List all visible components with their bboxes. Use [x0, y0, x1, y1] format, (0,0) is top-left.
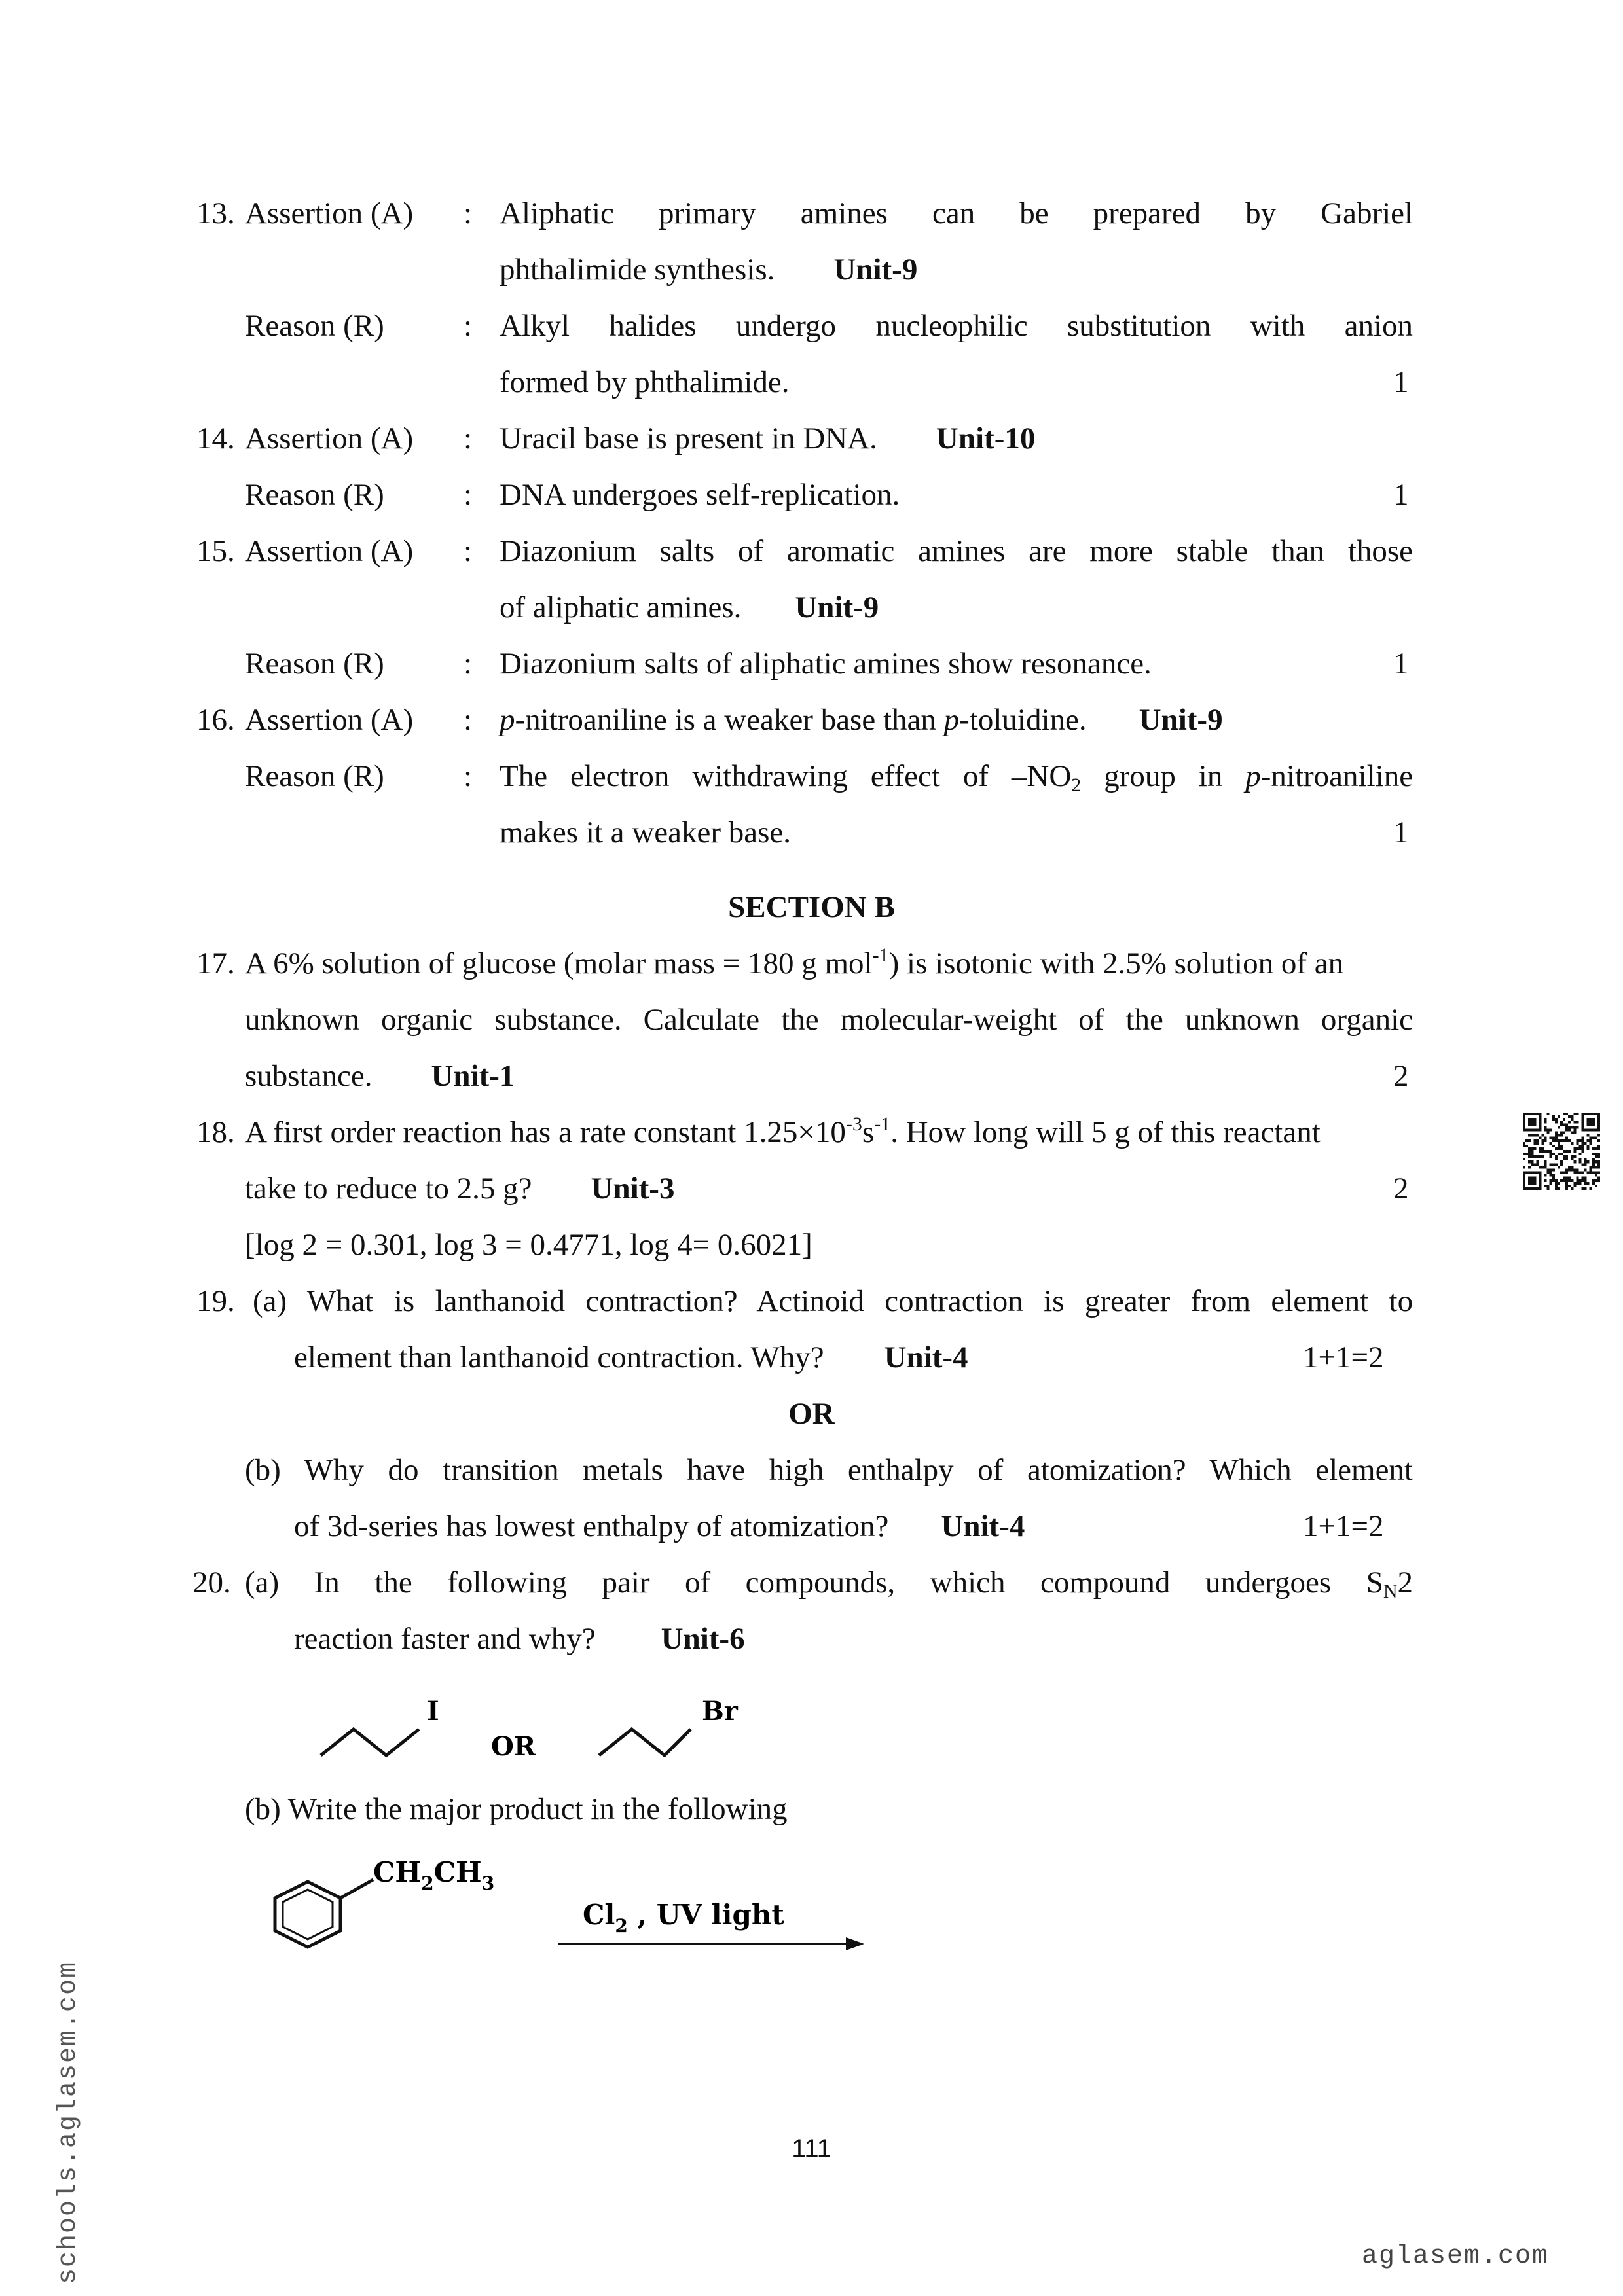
q15-reason-label: Reason (R) [245, 647, 384, 681]
q19a-word: is [393, 1284, 415, 1318]
q19b-word: metals [583, 1453, 663, 1487]
q19a-unit: Unit-4 [884, 1340, 968, 1374]
q19a-word: greater [1084, 1284, 1171, 1318]
q13-assertion-word: prepared [1093, 196, 1201, 230]
q19b-marks: 1+1=2 [1303, 1509, 1384, 1543]
q18-unit: Unit-3 [591, 1172, 675, 1206]
q18-log-values: [log 2 = 0.301, log 3 = 0.4771, log 4= 0.6021] [245, 1228, 812, 1262]
q19a-word: lanthanoid [435, 1284, 565, 1318]
q17-word: of [1078, 1003, 1104, 1037]
q13-reason-word: substitution [1067, 309, 1211, 343]
q17-word: organic [1321, 1003, 1413, 1037]
q17-line3: substance. Unit-1 [245, 1059, 515, 1093]
q14-reason-label: Reason (R) [245, 478, 384, 512]
q13-reason-word: anion [1344, 309, 1413, 343]
q20a-word: compounds, [745, 1566, 896, 1600]
section-b-heading: SECTION B [728, 890, 895, 924]
q13-assertion-word: primary [658, 196, 756, 230]
q15-assertion-word: of [738, 534, 764, 568]
q19a-line2: element than lanthanoid contraction. Why? Unit-4 [294, 1340, 968, 1374]
q19b-word: (b) [245, 1453, 281, 1487]
q19-or: OR [788, 1397, 835, 1431]
q15-assertion-word: salts [659, 534, 715, 568]
q20a-word: which [930, 1566, 1006, 1600]
q19b-word: high [769, 1453, 824, 1487]
q19a-word: element [1271, 1284, 1369, 1318]
q16-reason-word: withdrawing [692, 759, 848, 793]
alkyl-halide-structures [288, 1682, 786, 1767]
q17-line1: A 6% solution of glucose (molar mass = 180 g mol$^{-1}$) is isotonic with 2.5% solution of an [245, 944, 1344, 980]
q20-number: 20. [192, 1566, 231, 1600]
q13-reason-colon: : [464, 309, 473, 343]
reaction-arrow-head [846, 1937, 864, 1950]
q20a-word: (a) [245, 1566, 280, 1600]
q13-assertion-word: Aliphatic [500, 196, 614, 230]
q14-number: 14. [196, 422, 235, 456]
q15-assertion-word: are [1029, 534, 1067, 568]
q19a-word: contraction [884, 1284, 1023, 1318]
q13-assertion-line1 [500, 195, 1413, 232]
ethyl-bond [340, 1880, 373, 1898]
q13-reason-word: Alkyl [500, 309, 570, 343]
benzene-ring [275, 1882, 340, 1947]
q20b-text: (b) Write the major product in the following [245, 1792, 788, 1826]
q14-assertion-text: Uracil base is present in DNA. Unit-10 [500, 422, 1036, 456]
q19b-word: enthalpy [847, 1453, 954, 1487]
q17-word: substance. [494, 1003, 622, 1037]
q17-number: 17. [196, 946, 235, 980]
ethyl-substituent: $CH_2CH_3$ [373, 1856, 495, 1894]
q15-assertion-line1 [500, 533, 1413, 569]
q17-word: unknown [1184, 1003, 1300, 1037]
q19b-word: element [1315, 1453, 1413, 1487]
q16-reason-line1: The electron withdrawing effect of $-NO_2$ group in p-nitroaniline [500, 759, 1413, 796]
q14-reason-colon: : [464, 478, 473, 512]
q13-number: 13. [196, 196, 235, 230]
q18-marks: 2 [1393, 1172, 1409, 1206]
q17-unit: Unit-1 [431, 1059, 515, 1093]
q15-assertion-word: those [1347, 534, 1413, 568]
q20a-word: undergoes [1205, 1566, 1332, 1600]
q13-assertion-word: be [1019, 196, 1049, 230]
q19b-word: have [687, 1453, 746, 1487]
q18-line2: take to reduce to 2.5 g? Unit-3 [245, 1172, 675, 1206]
q15-marks: 1 [1393, 647, 1409, 681]
q19a-word: What [306, 1284, 374, 1318]
q17-word: the [1125, 1003, 1163, 1037]
q15-assertion-word: stable [1176, 534, 1249, 568]
q17-word: unknown [245, 1003, 359, 1037]
q20a-word: following [447, 1566, 567, 1600]
q19a-word: from [1190, 1284, 1251, 1318]
page-number: 111 [792, 2134, 831, 2163]
q16-reason-word: effect [870, 759, 940, 793]
iodoalkane-zigzag [321, 1729, 419, 1755]
q16-assertion-text: p-nitroaniline is a weaker base than p-toluidine. Unit-9 [500, 703, 1223, 737]
q13-reason-line2: formed by phthalimide. [500, 365, 790, 399]
q13-unit: Unit-9 [833, 253, 918, 287]
q13-reason-label: Reason (R) [245, 309, 384, 343]
q17-line2 [245, 1001, 1413, 1038]
q19b-word: atomization? [1027, 1453, 1186, 1487]
or-label: OR [491, 1731, 536, 1762]
q13-reason-line1 [500, 308, 1413, 344]
q16-number: 16. [196, 703, 235, 737]
q13-assertion-word: Gabriel [1321, 196, 1413, 230]
q14-assertion-label: Assertion (A) [245, 422, 414, 456]
q16-reason-label: Reason (R) [245, 759, 384, 793]
q15-assertion-label: Assertion (A) [245, 534, 414, 568]
q20a-word: In [314, 1566, 340, 1600]
q16-unit: Unit-9 [1139, 703, 1223, 737]
q13-assertion-label: Assertion (A) [245, 196, 414, 230]
q15-reason-colon: : [464, 647, 473, 681]
q15-assertion-word: aromatic [786, 534, 895, 568]
q14-unit: Unit-10 [936, 422, 1036, 456]
q16-reason-word: of [962, 759, 989, 793]
q20a-line1: (a) In the following pair of compounds, which compound undergoes $S_N2$ [245, 1566, 1413, 1602]
q16-reason-word: electron [570, 759, 670, 793]
q17-word: molecular-weight [840, 1003, 1057, 1037]
q15-assertion-word: than [1271, 534, 1325, 568]
q20a-word: compound [1040, 1566, 1171, 1600]
q13-reason-word: undergo [735, 309, 837, 343]
q19b-line2: of 3d-series has lowest enthalpy of atomization? Unit-4 [294, 1509, 1025, 1543]
q13-assertion-word: can [932, 196, 976, 230]
q19b-word: do [388, 1453, 419, 1487]
q13-reason-word: nucleophilic [875, 309, 1028, 343]
q19b-word: Why [304, 1453, 364, 1487]
q18-line1: A first order reaction has a rate constant $1.25\times 10^{-3}s^{-1}$. How long will 5 g of this reactant [245, 1113, 1321, 1149]
q20a-word: pair [602, 1566, 650, 1600]
iodo-label: I [427, 1696, 439, 1727]
q19a-word: Actinoid [756, 1284, 864, 1318]
q16-marks: 1 [1393, 816, 1409, 850]
q18-number: 18. [196, 1115, 235, 1149]
q19b-word: Which [1209, 1453, 1292, 1487]
q19b-word: of [977, 1453, 1004, 1487]
q14-assertion-colon: : [464, 422, 473, 456]
q16-assertion-colon: : [464, 703, 473, 737]
q15-assertion-word: more [1089, 534, 1153, 568]
q13-reason-word: with [1250, 309, 1305, 343]
q15-assertion-word: amines [918, 534, 1006, 568]
q15-assertion-word: Diazonium [500, 534, 636, 568]
q15-assertion-line2: of aliphatic amines. Unit-9 [500, 590, 879, 624]
q15-assertion-colon: : [464, 534, 473, 568]
q15-unit: Unit-9 [795, 590, 879, 624]
q13-reason-word: halides [609, 309, 697, 343]
bromoalkane-zigzag [599, 1729, 691, 1755]
q13-marks: 1 [1393, 365, 1409, 399]
q13-assertion-word: amines [800, 196, 888, 230]
q19b-word: transition [443, 1453, 559, 1487]
q14-marks: 1 [1393, 478, 1409, 512]
q19a-word: is [1044, 1284, 1065, 1318]
q16-reason-line2: makes it a weaker base. [500, 816, 791, 850]
q19a-word: contraction? [585, 1284, 738, 1318]
q19a-line1 [253, 1283, 1413, 1319]
ethylbenzene-reaction [242, 1852, 871, 1970]
qr-code-image [1523, 1113, 1600, 1190]
q16-assertion-label: Assertion (A) [245, 703, 414, 737]
benzene-inner-ring [283, 1890, 333, 1939]
q20a-word: the [374, 1566, 412, 1600]
q17-word: organic [381, 1003, 473, 1037]
q20a-word: of [685, 1566, 711, 1600]
q15-number: 15. [196, 534, 235, 568]
q13-assertion-line2: phthalimide synthesis. Unit-9 [500, 253, 918, 287]
q20a-line2: reaction faster and why? Unit-6 [294, 1622, 745, 1656]
q14-reason-text: DNA undergoes self-replication. [500, 478, 900, 512]
q17-word: the [781, 1003, 819, 1037]
q19a-marks: 1+1=2 [1303, 1340, 1384, 1374]
q15-reason-text: Diazonium salts of aliphatic amines show resonance. [500, 647, 1152, 681]
q19a-word: to [1389, 1284, 1413, 1318]
bromo-label: Br [702, 1696, 738, 1727]
q20a-unit: Unit-6 [661, 1622, 745, 1656]
q16-reason-colon: : [464, 759, 473, 793]
reagent-label: $Cl_2$ , UV light [583, 1899, 784, 1937]
q13-assertion-colon: : [464, 196, 473, 230]
q17-word: Calculate [643, 1003, 760, 1037]
q16-reason-word: The [500, 759, 548, 793]
q19a-word: (a) [253, 1284, 287, 1318]
q13-assertion-word: by [1245, 196, 1277, 230]
q17-marks: 2 [1393, 1059, 1409, 1093]
watermark-footer: aglasem.com [1362, 2242, 1550, 2271]
q19-number: 19. [196, 1284, 235, 1318]
q19b-line1 [245, 1452, 1413, 1488]
q19b-unit: Unit-4 [941, 1509, 1025, 1543]
watermark-vertical: schools.aglasem.com [54, 1960, 83, 2284]
